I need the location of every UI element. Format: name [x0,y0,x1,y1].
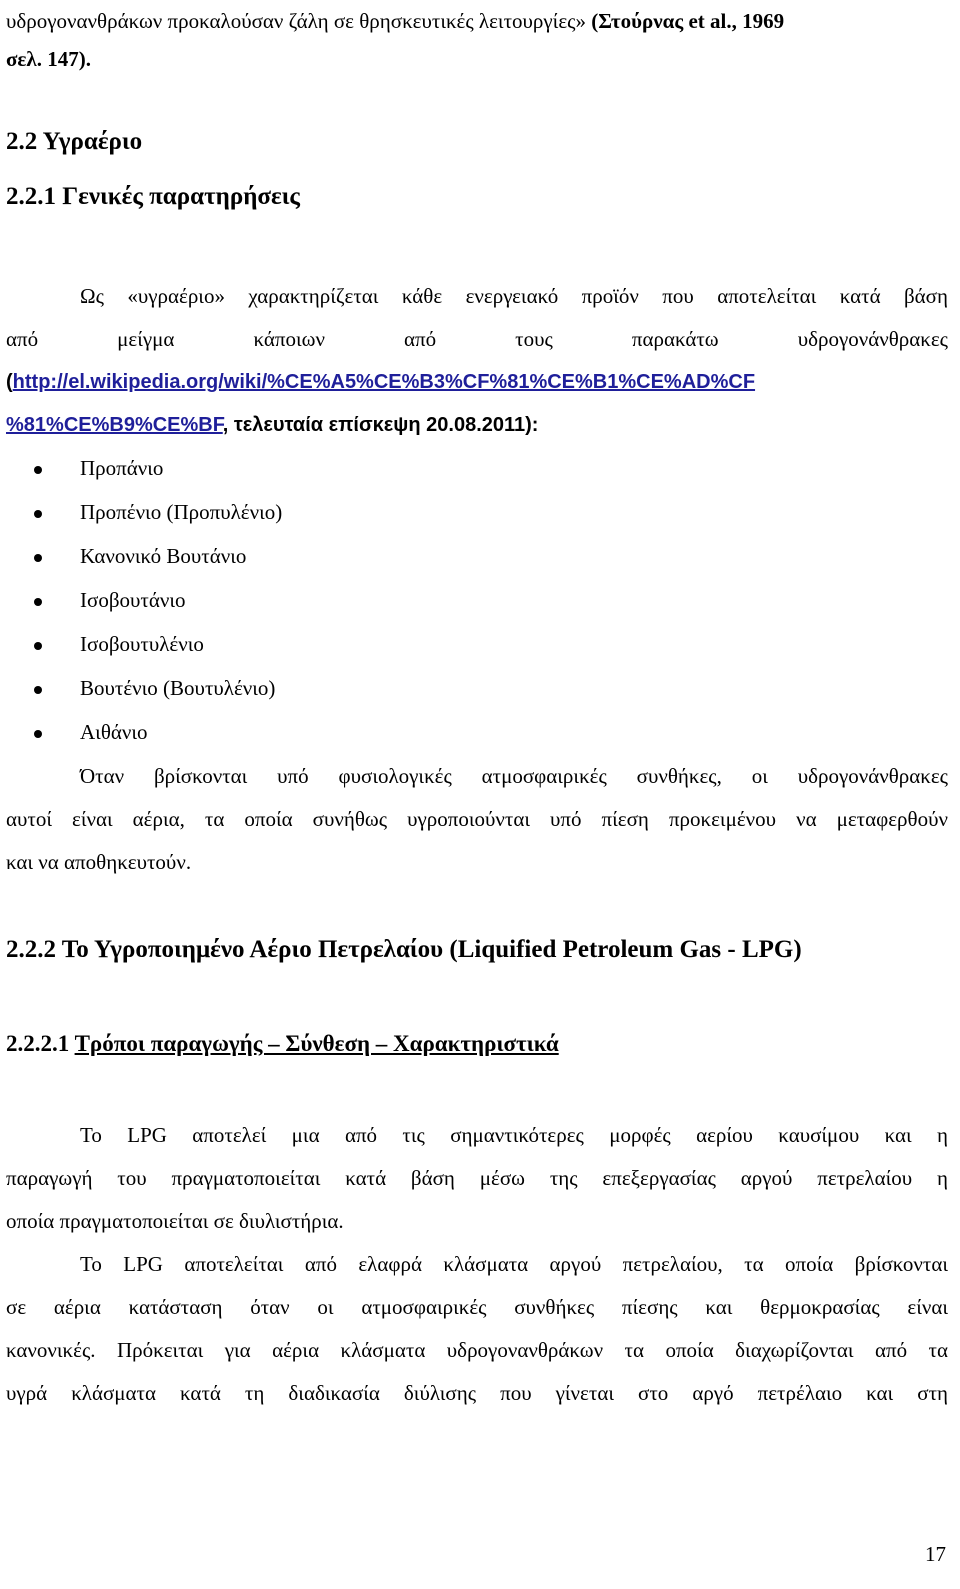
paragraph-line: Όταν βρίσκονται υπό φυσιολογικές ατμοσφαιρικές συνθήκες, οι υδρογονάνθρακες [80,764,948,788]
section-heading-2-2-1: 2.2.1 Γενικές παρατηρήσεις [6,183,300,210]
bullet-icon [34,598,42,606]
intro-line-2: σελ. 147). [6,47,91,71]
list-item: Προπάνιο [80,456,164,480]
bullet-icon [34,510,42,518]
intro-line-1: υδρογονανθράκων προκαλούσαν ζάλη σε θρησκευτικές λειτουργίες» (Στούρνας et al., 1969 [6,9,785,33]
list-item: Προπένιο (Προπυλένιο) [80,500,283,524]
wikipedia-link-line-2: %81%CE%B9%CE%BF, τελευταία επίσκεψη 20.08.2011): [6,414,539,436]
bullet-icon [34,730,42,738]
bullet-icon [34,642,42,650]
wikipedia-link-continued[interactable]: %81%CE%B9%CE%BF [6,414,223,436]
paragraph-line: Το LPG αποτελεί μια από τις σημαντικότερες μορφές αερίου καυσίμου και η [80,1123,948,1147]
paragraph-line: κανονικές. Πρόκειται για αέρια κλάσματα υδρογονανθράκων τα οποία διαχωρίζονται από τα [6,1338,948,1362]
bullet-icon [34,554,42,562]
paragraph-line: και να αποθηκευτούν. [6,850,192,874]
section-heading-2-2: 2.2 Υγραέριο [6,128,143,155]
paragraph-line: από μείγμα κάποιων από τους παρακάτω υδρογονάνθρακες [6,327,948,351]
page-number: 17 [925,1542,946,1566]
list-item: Κανονικό Βουτάνιο [80,544,247,568]
section-heading-2-2-2: 2.2.2 Το Υγροποιημένο Αέριο Πετρελαίου (Liquified Petroleum Gas - LPG) [6,936,802,963]
paragraph-line: οποία πραγματοποιείται σε διυλιστήρια. [6,1209,344,1233]
paragraph-line: υγρά κλάσματα κατά τη διαδικασία διύλισης που γίνεται στο αργό πετρέλαιο και στη [6,1381,948,1405]
paragraph-line: Το LPG αποτελείται από ελαφρά κλάσματα αργού πετρελαίου, τα οποία βρίσκονται [80,1252,948,1276]
wikipedia-link-line-1: (http://el.wikipedia.org/wiki/%CE%A5%CE%B3%CF%81%CE%B1%CE%AD%CF [6,371,756,393]
paragraph-line: αυτοί είναι αέρια, τα οποία συνήθως υγροποιούνται υπό πίεση προκειμένου να μεταφερθούν [6,807,948,831]
paragraph-line: σε αέρια κατάσταση όταν οι ατμοσφαιρικές συνθήκες πίεσης και θερμοκρασίας είναι [6,1295,948,1319]
citation: (Στούρνας et al., 1969 [591,9,785,33]
paragraph-line: Ως «υγραέριο» χαρακτηρίζεται κάθε ενεργειακό προϊόν που αποτελείται κατά βάση [80,284,948,308]
bullet-icon [34,686,42,694]
section-heading-2-2-2-1: 2.2.2.1 Τρόποι παραγωγής – Σύνθεση – Χαρακτηριστικά [6,1031,559,1056]
list-item: Βουτένιο (Βουτυλένιο) [80,676,276,700]
list-item: Αιθάνιο [80,720,148,744]
list-item: Ισοβουτάνιο [80,588,186,612]
bullet-icon [34,466,42,474]
paragraph-line: παραγωγή του πραγματοποιείται κατά βάση μέσω της επεξεργασίας αργού πετρελαίου η [6,1166,948,1190]
wikipedia-link[interactable]: http://el.wikipedia.org/wiki/%CE%A5%CE%B3%CF%81%CE%B1%CE%AD%CF [12,371,756,393]
list-item: Ισοβουτυλένιο [80,632,204,656]
